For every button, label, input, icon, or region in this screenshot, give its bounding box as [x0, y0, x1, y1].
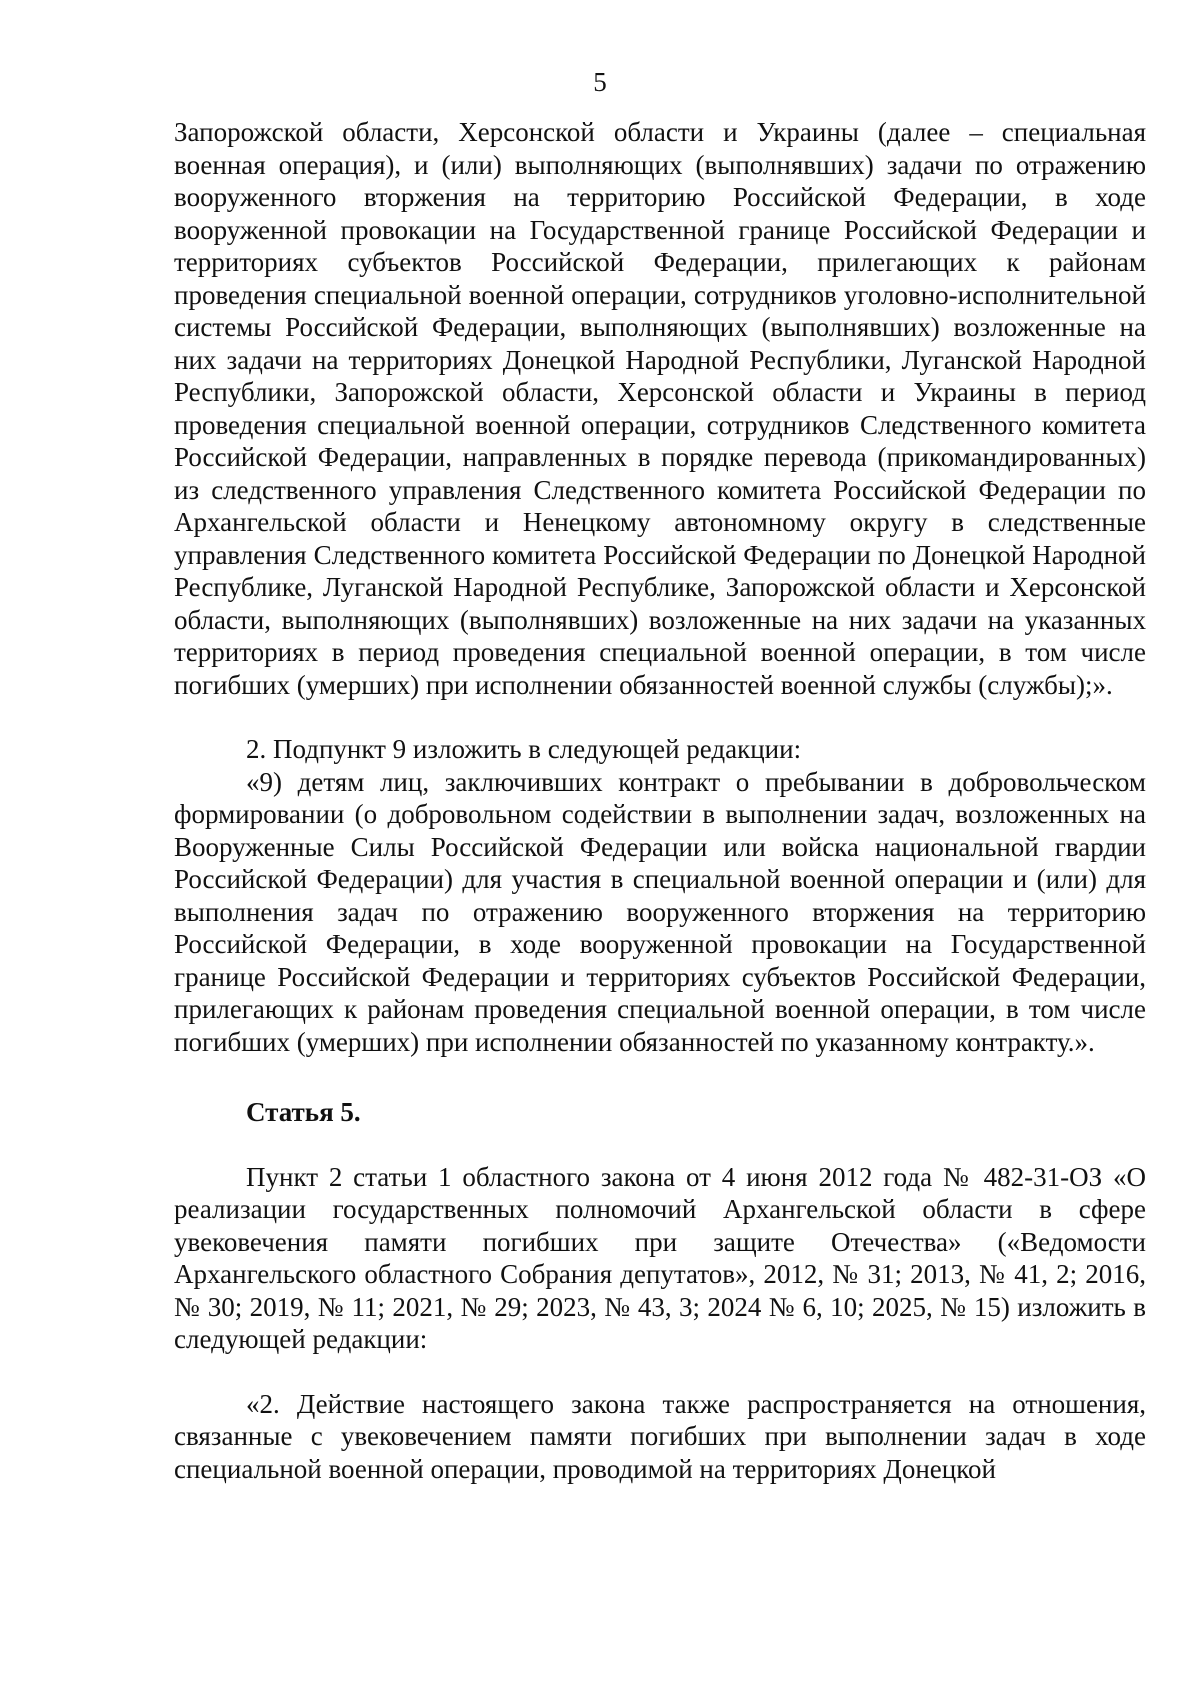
paragraph-article-5-body: Пункт 2 статьи 1 областного закона от 4 июня 2012 года № 482-31-ОЗ «О реализации государственных полномочий Архангельской области в сфере увековечения памяти погибших при защите Отечества» («Ведомости Архангельского областного Собрания депутатов», 2012, № 31; 2013, № 41, 2; 2016, № 30; 2019, № 11; 2021, № 29; 2023, № 43, 3; 2024 № 6, 10; 2025, № 15) изложить в следующей редакции: [174, 1161, 1146, 1354]
paragraph-quoted-point-2: «2. Действие настоящего закона также распространяется на отношения, связанные с увековечением памяти погибших при выполнении задач в ходе специальной военной операции, проводимой на территориях Донецкой [174, 1388, 1146, 1484]
page-number: 5 [593, 67, 607, 97]
paragraph-continuation: Запорожской области, Херсонской области и Украины (далее – специальная военная операция), и (или) выполняющих (выполнявших) задачи по отражению вооруженного вторжения на территорию Российской Федерации, в ходе вооруженной провокации на Государственной границе Российской Федерации и территориях субъектов Российской Федерации, прилегающих к районам проведения специальной военной операции, сотрудников уголовно-исполнительной системы Российской Федерации, выполняющих (выполнявших) возложенные на них задачи на территориях Донецкой Народной Республики, Луганской Народной Республики, Запорожской области, Херсонской области и Украины в период проведения специальной военной операции, сотрудников Следственного комитета Российской Федерации, направленных в порядке перевода (прикомандированных) из следственного управления Следственного комитета Российской Федерации по Архангельской области и Ненецкому автономному округу в следственные управления Следственного комитета Российской Федерации по Донецкой Народной Республике, Луганской Народной Республике, Запорожской области и Херсонской области, выполняющих (выполнявших) возложенные на них задачи на указанных территориях в период проведения специальной военной операции, в том числе погибших (умерших) при исполнении обязанностей военной службы (службы);». [174, 117, 1146, 700]
document-body [174, 116, 1146, 1485]
paragraph-subpoint-2: 2. Подпункт 9 изложить в следующей редакции: [246, 734, 802, 764]
paragraph-subpoint-9: «9) детям лиц, заключивших контракт о пребывании в добровольческом формировании (о добровольном содействии в выполнении задач, возложенных на Вооруженные Силы Российской Федерации или войска национальной гвардии Российской Федерации) для участия в специальной военной операции и (или) для выполнения задач по отражению вооруженного вторжения на территорию Российской Федерации, в ходе вооруженной провокации на Государственной границе Российской Федерации и территориях субъектов Российской Федерации, прилегающих к районам проведения специальной военной операции, в том числе погибших (умерших) при исполнении обязанностей по указанному контракту.». [174, 766, 1146, 1057]
article-heading: Статья 5. [246, 1097, 361, 1127]
